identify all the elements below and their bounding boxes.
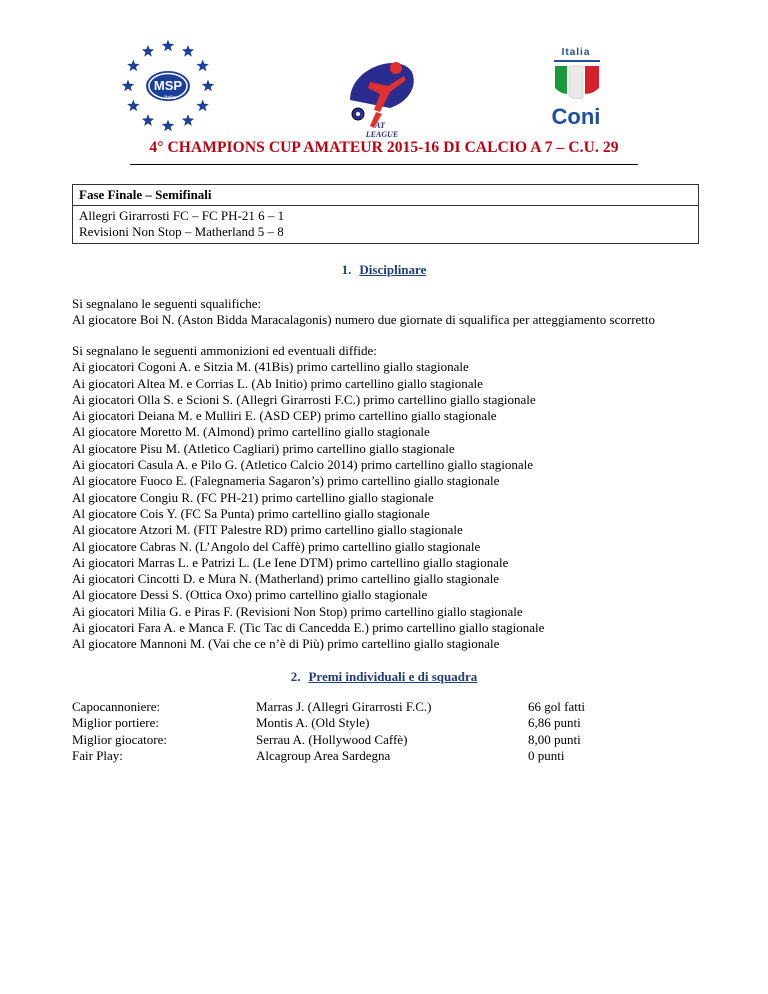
warning-line: Ai giocatori Cogoni A. e Sitzia M. (41Bis) primo cartellino giallo stagionale: [72, 359, 469, 375]
award-winner: Marras J. (Allegri Girarrosti F.C.): [256, 699, 432, 714]
section-disciplinare-heading: [0, 262, 768, 278]
results-box: [72, 184, 699, 244]
warning-line: Al giocatore Mannoni M. (Vai che ce n’è di Più) primo cartellino giallo stagionale: [72, 636, 500, 652]
section-title: Premi individuali e di squadra: [308, 669, 478, 684]
section-number: 2.: [290, 669, 301, 684]
title-divider: [130, 164, 638, 165]
warning-line: Ai giocatori Altea M. e Corrias L. (Ab Initio) primo cartellino giallo stagionale: [72, 375, 483, 391]
warning-line: Al giocatore Pisu M. (Atletico Cagliari) primo cartellino giallo stagionale: [72, 440, 455, 456]
coni-logo-name: Coni: [551, 104, 601, 128]
suspension-line: Al giocatore Boi N. (Aston Bidda Maracalagonis) numero due giornate di squalifica per atteggiamento scorretto: [72, 312, 656, 328]
warning-line: Ai giocatori Casula A. e Pilo G. (Atletico Calcio 2014) primo cartellino giallo stagionale: [72, 457, 534, 473]
msp-logo-subtext: Italia: [164, 95, 176, 101]
award-winner: Serrau A. (Hollywood Caffè): [256, 731, 408, 747]
result-line: Revisioni Non Stop – Matherland 5 – 8: [79, 224, 284, 239]
at-logo-line1: AT: [375, 121, 385, 130]
msp-italia-logo: [118, 38, 218, 138]
suspensions-intro: Si segnalano le seguenti squalifiche:: [72, 296, 262, 311]
warnings-block: [72, 343, 712, 653]
awards-category-column: [72, 699, 167, 764]
warning-line: Ai giocatori Cincotti D. e Mura N. (Matherland) primo cartellino giallo stagionale: [72, 571, 500, 587]
warning-line: Ai giocatori Milia G. e Piras F. (Revisioni Non Stop) primo cartellino giallo stagionale: [72, 603, 523, 619]
at-league-logo: [330, 42, 430, 142]
coni-logo-top: Italia: [561, 47, 591, 58]
star-icon: [162, 40, 174, 52]
award-category: Capocannoniere:: [72, 699, 161, 714]
warning-line: Ai giocatori Marras L. e Patrizi L. (Le Iene DTM) primo cartellino giallo stagionale: [72, 554, 509, 570]
warning-line: Al giocatore Moretto M. (Almond) primo cartellino giallo stagionale: [72, 424, 430, 440]
award-value: 66 gol fatti: [528, 699, 586, 714]
document-title: 4° CHAMPIONS CUP AMATEUR 2015-16 DI CALCIO A 7 – C.U. 29: [149, 139, 619, 156]
coni-logo: [537, 44, 615, 128]
star-icon: [162, 120, 174, 132]
awards-winner-column: [256, 699, 432, 764]
suspensions-block: [72, 296, 712, 329]
warning-line: Al giocatore Dessi S. (Ottica Oxo) primo cartellino giallo stagionale: [72, 587, 428, 603]
star-icon: [127, 60, 139, 72]
warning-line: Ai giocatori Deiana M. e Mulliri E. (ASD CEP) primo cartellino giallo stagionale: [72, 408, 497, 424]
warnings-intro: Si segnalano le seguenti ammonizioni ed eventuali diffide:: [72, 343, 377, 358]
star-icon: [202, 80, 214, 92]
star-icon: [182, 114, 194, 126]
warning-line: Al giocatore Cois Y. (FC Sa Punta) primo cartellino giallo stagionale: [72, 505, 430, 521]
award-value: 8,00 punti: [528, 731, 581, 747]
star-icon: [127, 100, 139, 112]
results-body: [73, 206, 698, 243]
award-winner: Montis A. (Old Style): [256, 715, 370, 731]
warning-line: Al giocatore Fuoco E. (Falegnameria Sagaron’s) primo cartellino giallo stagionale: [72, 473, 500, 489]
star-icon: [182, 45, 194, 57]
star-icon: [196, 100, 208, 112]
section-title: Disciplinare: [359, 262, 427, 277]
star-icon: [142, 45, 154, 57]
section-premi-heading: [0, 669, 768, 685]
award-winner: Alcagroup Area Sardegna: [256, 747, 391, 763]
star-icon: [196, 60, 208, 72]
award-value: 0 punti: [528, 747, 565, 763]
award-category: Miglior giocatore:: [72, 731, 167, 747]
warning-line: Al giocatore Congiu R. (FC PH-21) primo cartellino giallo stagionale: [72, 489, 434, 505]
warning-line: Ai giocatori Fara A. e Manca F. (Tic Tac di Cancedda E.) primo cartellino giallo stagionale: [72, 620, 545, 636]
msp-logo-text: MSP: [153, 78, 183, 93]
warning-line: Al giocatore Cabras N. (L’Angolo del Caffè) primo cartellino giallo stagionale: [72, 538, 481, 554]
warning-line: Al giocatore Atzori M. (FIT Palestre RD) primo cartellino giallo stagionale: [72, 522, 463, 538]
section-number: 1.: [341, 262, 352, 277]
warning-line: Ai giocatori Olla S. e Scioni S. (Allegri Girarrosti F.C.) primo cartellino giallo stagionale: [72, 391, 536, 407]
results-heading: Fase Finale – Semifinali: [73, 185, 698, 206]
star-icon: [122, 80, 134, 92]
result-line: Allegri Girarrosti FC – FC PH-21 6 – 1: [79, 208, 285, 223]
award-category: Miglior portiere:: [72, 715, 160, 731]
at-logo-line2: LEAGUE: [365, 130, 399, 139]
star-icon: [142, 114, 154, 126]
award-category: Fair Play:: [72, 747, 123, 763]
awards-value-column: [528, 699, 585, 764]
award-value: 6,86 punti: [528, 715, 581, 731]
